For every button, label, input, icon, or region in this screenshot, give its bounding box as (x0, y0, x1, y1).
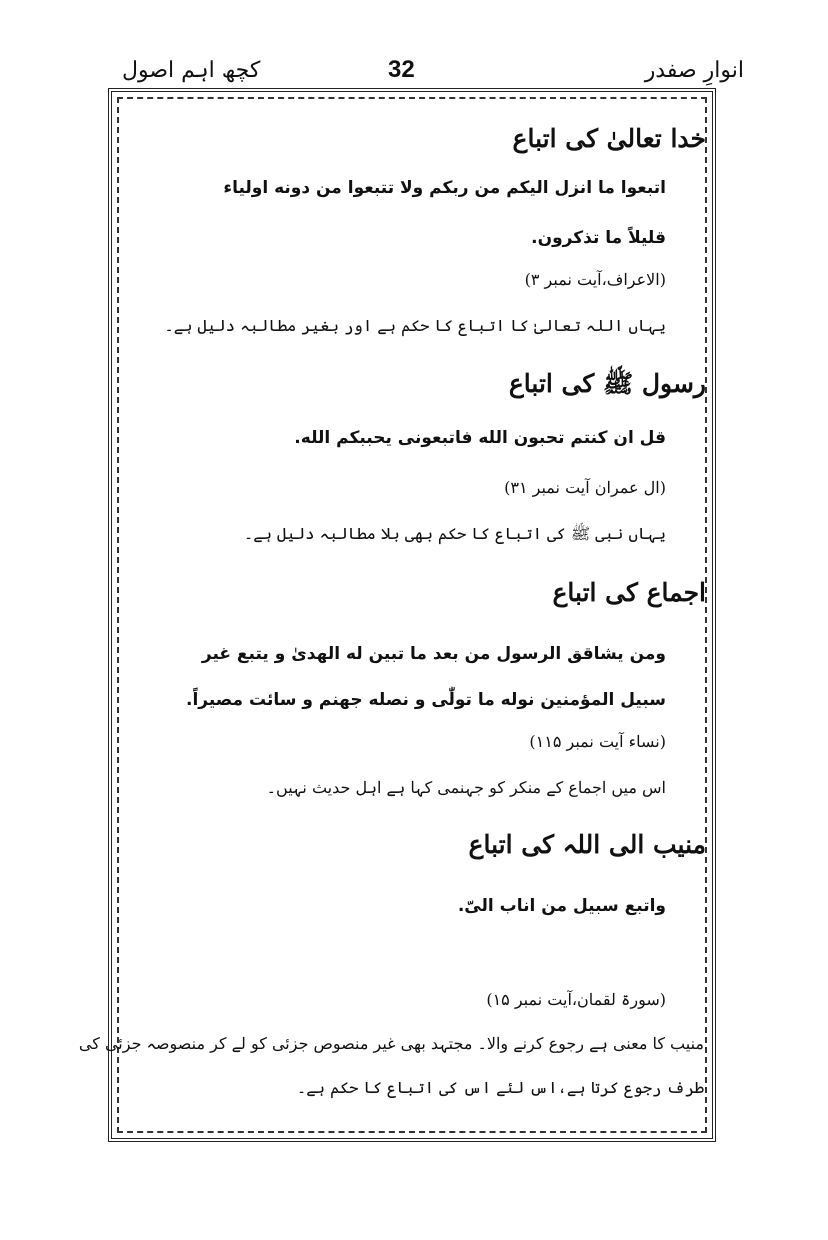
verse-line: قل ان کنتم تحبون الله فاتبعونی یحببکم الله. (294, 428, 666, 448)
section-heading: منیب الی اللہ کی اتباع (468, 830, 706, 859)
verse-reference: (نساء آیت نمبر ۱۱۵) (529, 732, 666, 751)
section-heading: اجماع کی اتباع (552, 578, 706, 607)
explanation-line: یہاں اللہ تعالیٰ کا اتباع کا حکم ہے اور بغیر مطالبہ دلیل ہے۔ (164, 316, 666, 335)
verse-line: واتبع سبیل من اناب الیّ. (457, 896, 666, 916)
verse-reference: (ال عمران آیت نمبر ۳۱) (504, 478, 666, 497)
section-heading: خدا تعالیٰ کی اتباع (512, 124, 706, 153)
chapter-title: کچھ اہم اصول (122, 58, 261, 83)
verse-reference: (الاعراف،آیت نمبر ۳) (524, 270, 666, 289)
explanation-line: طرف رجوع کرتا ہے،اس لئے اس کی اتباع کا حکم ہے۔ (296, 1078, 704, 1097)
verse-line: سبیل المؤمنین نوله ما تولّٰی و نصله جهنم و سائت مصیراً. (185, 690, 666, 710)
verse-line: ومن یشاقق الرسول من بعد ما تبین له الهدیٰ و یتبع غیر (201, 644, 666, 664)
section-heading: رسول ﷺ کی اتباع (508, 369, 706, 398)
verse-line: قلیلاً ما تذکرون. (531, 228, 666, 248)
page-body (78, 88, 716, 1142)
page-number: 32 (388, 56, 415, 83)
verse-line: اتبعوا ما انزل الیکم من ربکم ولا تتبعوا من دونه اولیاء (223, 178, 666, 198)
book-title: انوارِ صفدر (644, 58, 744, 83)
explanation-line: منیب کا معنی ہے رجوع کرنے والا۔ مجتہد بھی غیر منصوص جزئی کو لے کر منصوصہ جزئی کی (78, 1034, 704, 1053)
explanation-line: اس میں اجماع کے منکر کو جہنمی کہا ہے اہل حدیث نہیں۔ (266, 778, 666, 797)
verse-reference: (سورۃ لقمان،آیت نمبر ۱۵) (486, 990, 666, 1009)
explanation-line: یہاں نبی ﷺ کی اتباع کا حکم بھی بلا مطالبہ دلیل ہے۔ (243, 524, 666, 543)
